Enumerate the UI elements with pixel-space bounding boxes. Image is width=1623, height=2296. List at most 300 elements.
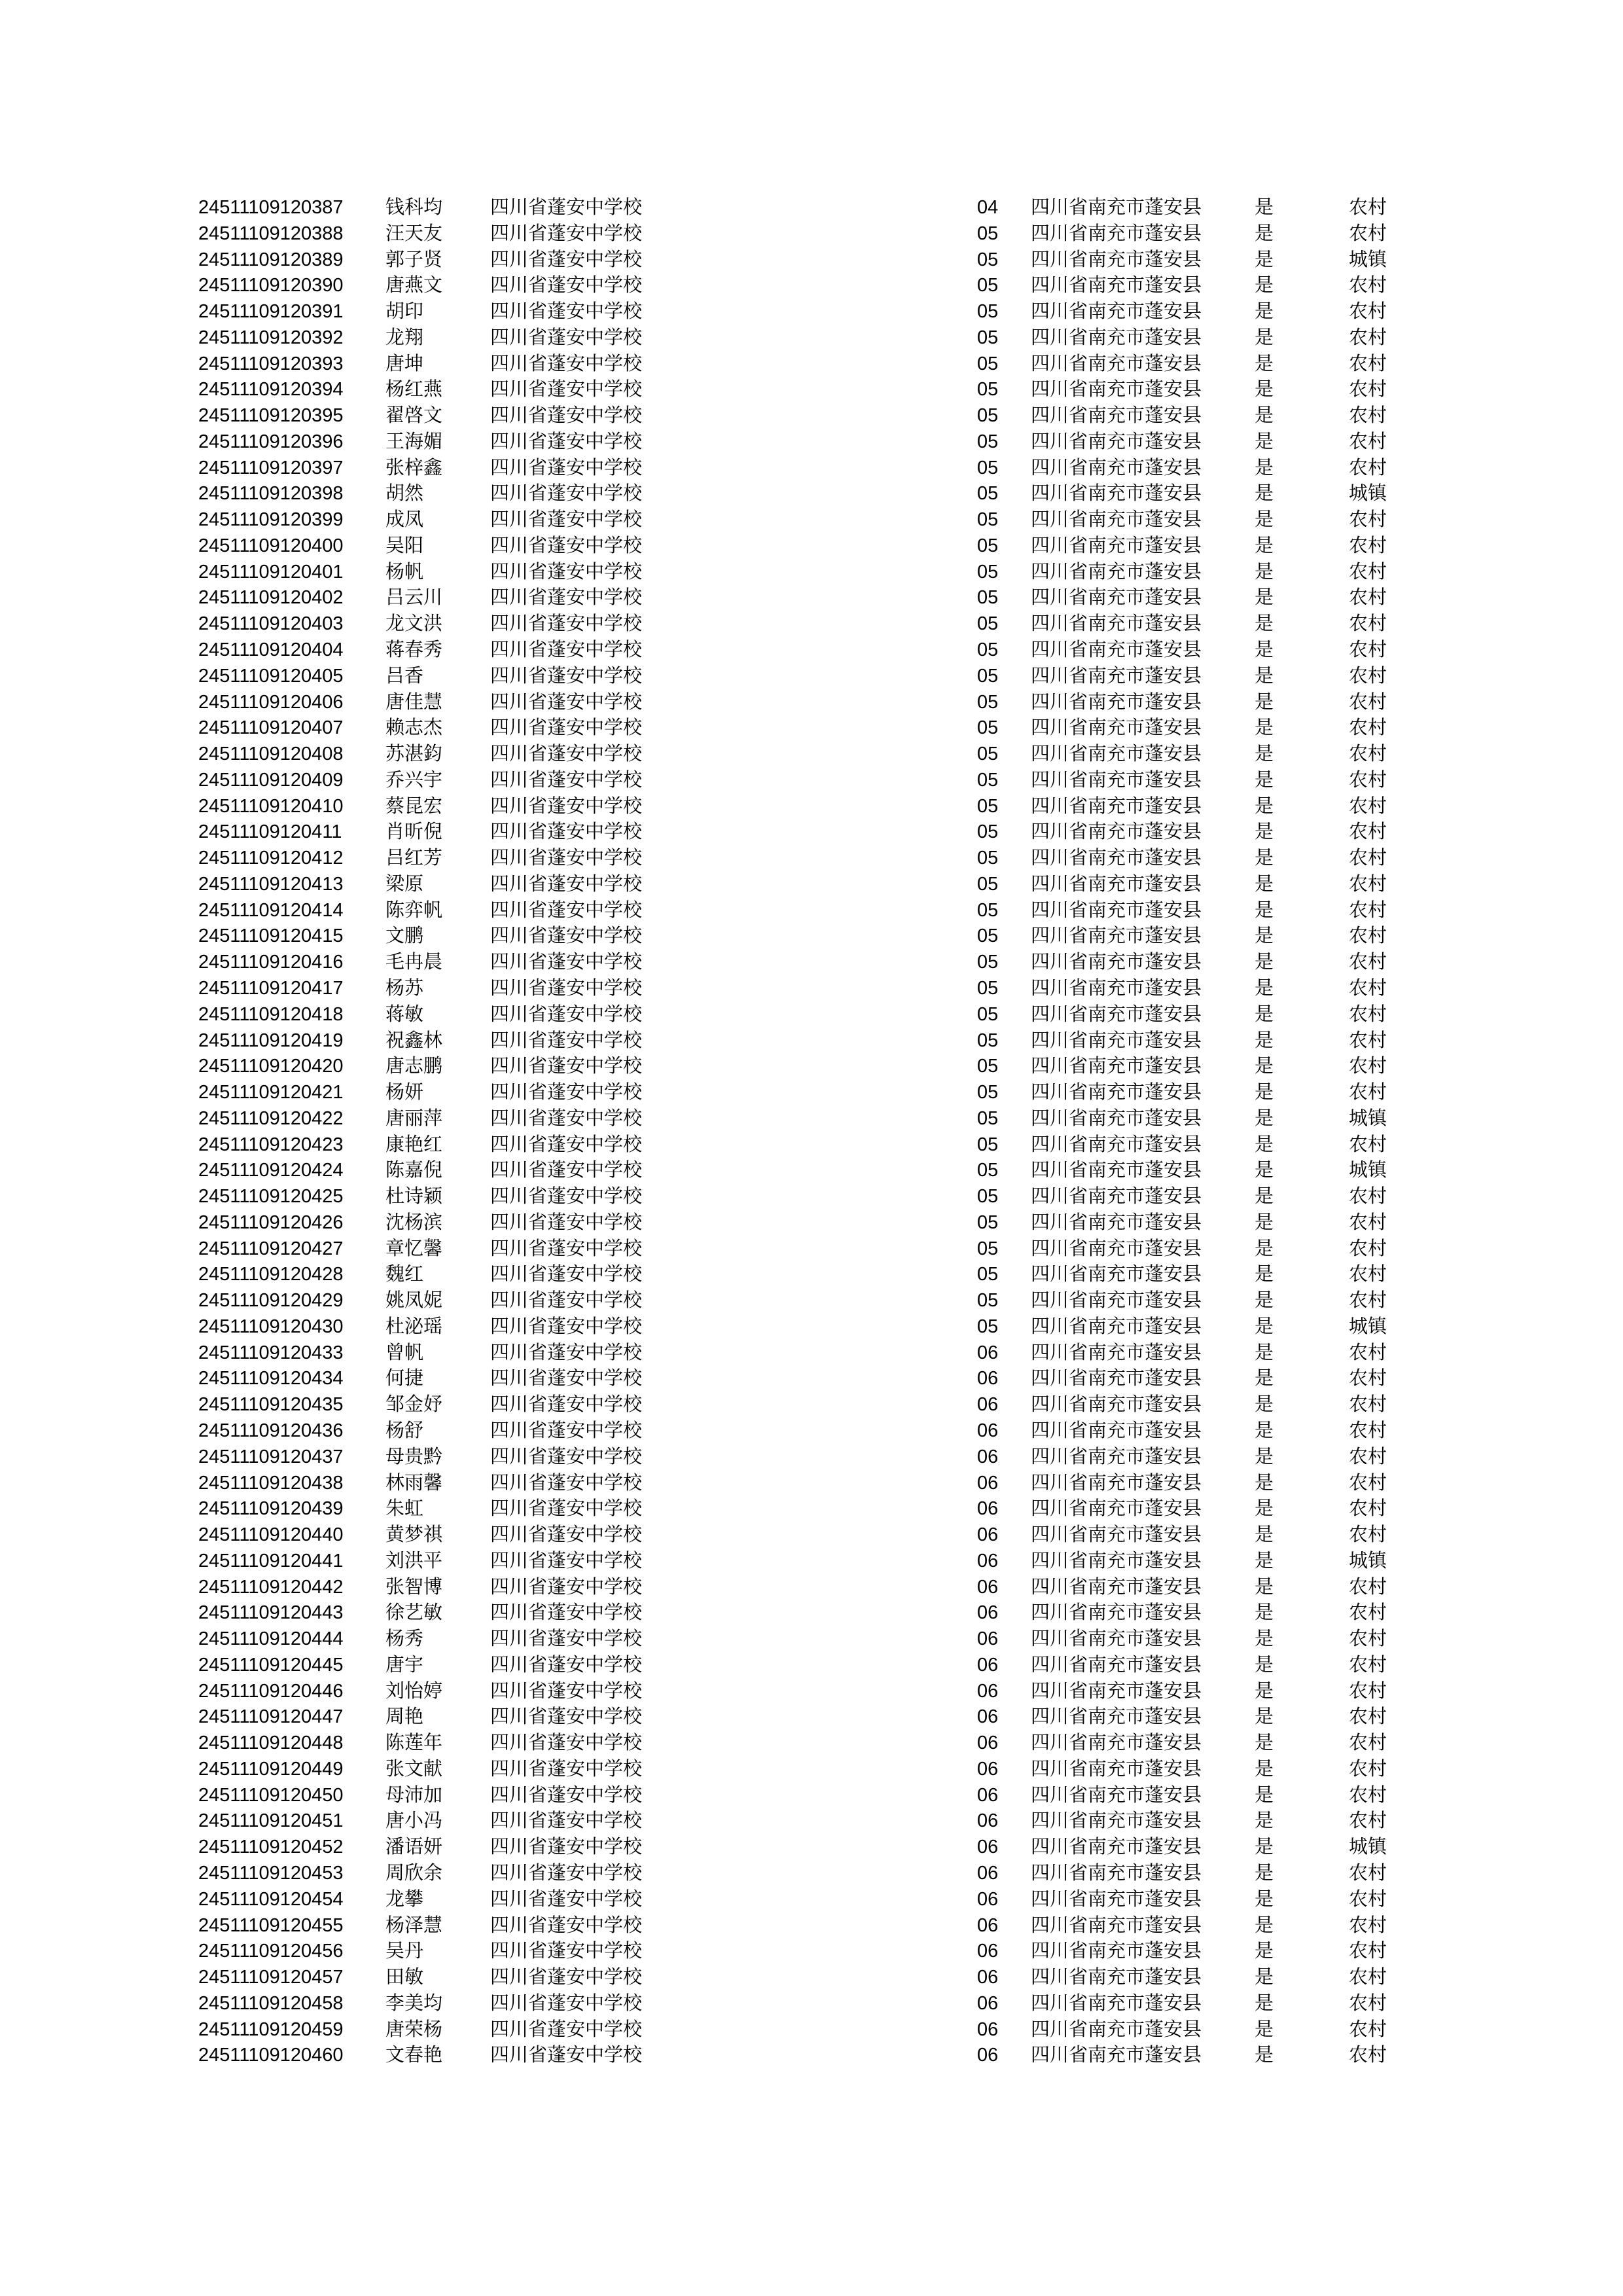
region-cell: 四川省南充市蓬安县 xyxy=(1031,1107,1202,1129)
exam-number-cell: 24511109120420 xyxy=(198,1056,344,1077)
flag-cell: 是 xyxy=(1255,327,1274,348)
exam-number-cell: 24511109120402 xyxy=(198,587,344,609)
student-name-cell: 杨舒 xyxy=(385,1420,424,1441)
class-cell: 05 xyxy=(977,1082,999,1103)
household-type-cell: 农村 xyxy=(1349,1888,1387,1910)
flag-cell: 是 xyxy=(1255,249,1274,270)
region-cell: 四川省南充市蓬安县 xyxy=(1031,769,1202,791)
region-cell: 四川省南充市蓬安县 xyxy=(1031,587,1202,609)
exam-number-cell: 24511109120457 xyxy=(198,1967,344,1988)
household-type-cell: 农村 xyxy=(1349,1368,1387,1390)
household-type-cell: 农村 xyxy=(1349,379,1387,401)
table-row xyxy=(198,924,1442,950)
class-cell: 05 xyxy=(977,1160,999,1181)
table-row xyxy=(198,429,1442,456)
student-name-cell: 李美均 xyxy=(385,1992,443,2014)
student-name-cell: 陈弈帆 xyxy=(385,899,443,921)
region-cell: 四川省南充市蓬安县 xyxy=(1031,197,1202,218)
class-cell: 06 xyxy=(977,1602,999,1624)
region-cell: 四川省南充市蓬安县 xyxy=(1031,379,1202,401)
table-row xyxy=(198,560,1442,586)
student-name-cell: 杨苏 xyxy=(385,977,424,999)
flag-cell: 是 xyxy=(1255,1107,1274,1129)
region-cell: 四川省南充市蓬安县 xyxy=(1031,1342,1202,1363)
table-row xyxy=(198,1314,1442,1340)
exam-number-cell: 24511109120446 xyxy=(198,1680,344,1702)
class-cell: 04 xyxy=(977,197,999,218)
exam-number-cell: 24511109120409 xyxy=(198,769,344,791)
table-row xyxy=(198,690,1442,716)
school-cell: 四川省蓬安中学校 xyxy=(490,249,643,270)
exam-number-cell: 24511109120416 xyxy=(198,952,344,973)
class-cell: 05 xyxy=(977,1056,999,1077)
table-row xyxy=(198,1679,1442,1705)
region-cell: 四川省南充市蓬安县 xyxy=(1031,1420,1202,1441)
table-row xyxy=(198,1965,1442,1991)
flag-cell: 是 xyxy=(1255,405,1274,427)
table-row xyxy=(198,1913,1442,1939)
table-row xyxy=(198,1757,1442,1783)
exam-number-cell: 24511109120448 xyxy=(198,1732,344,1754)
school-cell: 四川省蓬安中学校 xyxy=(490,1837,643,1858)
student-name-cell: 乔兴宇 xyxy=(385,769,443,791)
exam-number-cell: 24511109120442 xyxy=(198,1576,344,1598)
table-row xyxy=(198,351,1442,378)
table-row xyxy=(198,1731,1442,1757)
school-cell: 四川省蓬安中学校 xyxy=(490,665,643,687)
exam-number-cell: 24511109120391 xyxy=(198,301,344,323)
household-type-cell: 农村 xyxy=(1349,1758,1387,1780)
table-row xyxy=(198,1366,1442,1392)
household-type-cell: 农村 xyxy=(1349,1030,1387,1051)
region-cell: 四川省南充市蓬安县 xyxy=(1031,1784,1202,1806)
student-name-cell: 肖昕倪 xyxy=(385,821,443,843)
region-cell: 四川省南充市蓬安县 xyxy=(1031,1810,1202,1832)
flag-cell: 是 xyxy=(1255,1394,1274,1416)
class-cell: 06 xyxy=(977,2045,999,2066)
student-table xyxy=(198,195,1442,2069)
flag-cell: 是 xyxy=(1255,1941,1274,1962)
class-cell: 06 xyxy=(977,1342,999,1363)
school-cell: 四川省蓬安中学校 xyxy=(490,1003,643,1025)
region-cell: 四川省南充市蓬安县 xyxy=(1031,1290,1202,1312)
table-row xyxy=(198,846,1442,872)
student-name-cell: 唐坤 xyxy=(385,353,424,374)
household-type-cell: 农村 xyxy=(1349,327,1387,348)
student-name-cell: 康艳红 xyxy=(385,1134,443,1155)
school-cell: 四川省蓬安中学校 xyxy=(490,899,643,921)
class-cell: 05 xyxy=(977,821,999,843)
table-row xyxy=(198,1783,1442,1809)
student-name-cell: 沈杨滨 xyxy=(385,1211,443,1233)
region-cell: 四川省南充市蓬安县 xyxy=(1031,249,1202,270)
exam-number-cell: 24511109120397 xyxy=(198,457,344,478)
exam-number-cell: 24511109120388 xyxy=(198,223,344,244)
class-cell: 05 xyxy=(977,1003,999,1025)
student-name-cell: 田敏 xyxy=(385,1967,424,1988)
flag-cell: 是 xyxy=(1255,509,1274,531)
table-row xyxy=(198,1861,1442,1887)
school-cell: 四川省蓬安中学校 xyxy=(490,1524,643,1546)
table-row xyxy=(198,533,1442,560)
region-cell: 四川省南充市蓬安县 xyxy=(1031,405,1202,427)
table-row xyxy=(198,1939,1442,1965)
table-row xyxy=(198,1704,1442,1731)
household-type-cell: 农村 xyxy=(1349,952,1387,973)
region-cell: 四川省南充市蓬安县 xyxy=(1031,1732,1202,1754)
table-row xyxy=(198,2043,1442,2069)
exam-number-cell: 24511109120406 xyxy=(198,691,344,713)
flag-cell: 是 xyxy=(1255,1914,1274,1936)
household-type-cell: 农村 xyxy=(1349,1680,1387,1702)
student-name-cell: 胡印 xyxy=(385,301,424,323)
exam-number-cell: 24511109120433 xyxy=(198,1342,344,1363)
flag-cell: 是 xyxy=(1255,1342,1274,1363)
school-cell: 四川省蓬安中学校 xyxy=(490,1654,643,1676)
exam-number-cell: 24511109120398 xyxy=(198,483,344,505)
flag-cell: 是 xyxy=(1255,2018,1274,2040)
exam-number-cell: 24511109120415 xyxy=(198,925,344,947)
table-row xyxy=(198,1340,1442,1367)
school-cell: 四川省蓬安中学校 xyxy=(490,1888,643,1910)
region-cell: 四川省南充市蓬安县 xyxy=(1031,353,1202,374)
household-type-cell: 农村 xyxy=(1349,1967,1387,1988)
student-name-cell: 吴阳 xyxy=(385,535,424,556)
student-name-cell: 林雨馨 xyxy=(385,1472,443,1494)
exam-number-cell: 24511109120451 xyxy=(198,1810,344,1832)
student-name-cell: 母贵黔 xyxy=(385,1446,443,1467)
region-cell: 四川省南充市蓬安县 xyxy=(1031,1680,1202,1702)
student-name-cell: 文鹏 xyxy=(385,925,424,947)
flag-cell: 是 xyxy=(1255,1550,1274,1571)
exam-number-cell: 24511109120392 xyxy=(198,327,344,348)
region-cell: 四川省南充市蓬安县 xyxy=(1031,1602,1202,1624)
exam-number-cell: 24511109120418 xyxy=(198,1003,344,1025)
table-row xyxy=(198,1392,1442,1418)
school-cell: 四川省蓬安中学校 xyxy=(490,535,643,556)
flag-cell: 是 xyxy=(1255,1992,1274,2014)
exam-number-cell: 24511109120428 xyxy=(198,1264,344,1285)
exam-number-cell: 24511109120400 xyxy=(198,535,344,556)
region-cell: 四川省南充市蓬安县 xyxy=(1031,1186,1202,1208)
table-row xyxy=(198,1496,1442,1522)
region-cell: 四川省南充市蓬安县 xyxy=(1031,952,1202,973)
household-type-cell: 农村 xyxy=(1349,1264,1387,1285)
school-cell: 四川省蓬安中学校 xyxy=(490,1420,643,1441)
flag-cell: 是 xyxy=(1255,275,1274,296)
school-cell: 四川省蓬安中学校 xyxy=(490,2045,643,2066)
student-name-cell: 唐宇 xyxy=(385,1654,424,1676)
region-cell: 四川省南充市蓬安县 xyxy=(1031,1368,1202,1390)
exam-number-cell: 24511109120450 xyxy=(198,1784,344,1806)
table-row xyxy=(198,2017,1442,2043)
region-cell: 四川省南充市蓬安县 xyxy=(1031,795,1202,817)
region-cell: 四川省南充市蓬安县 xyxy=(1031,613,1202,635)
student-name-cell: 何捷 xyxy=(385,1368,424,1390)
exam-number-cell: 24511109120449 xyxy=(198,1758,344,1780)
household-type-cell: 农村 xyxy=(1349,2045,1387,2066)
class-cell: 06 xyxy=(977,1368,999,1390)
flag-cell: 是 xyxy=(1255,1238,1274,1259)
flag-cell: 是 xyxy=(1255,535,1274,556)
school-cell: 四川省蓬安中学校 xyxy=(490,1394,643,1416)
table-row xyxy=(198,794,1442,820)
household-type-cell: 城镇 xyxy=(1349,483,1387,505)
class-cell: 05 xyxy=(977,353,999,374)
school-cell: 四川省蓬安中学校 xyxy=(490,197,643,218)
table-row xyxy=(198,1184,1442,1210)
school-cell: 四川省蓬安中学校 xyxy=(490,1446,643,1467)
region-cell: 四川省南充市蓬安县 xyxy=(1031,1238,1202,1259)
school-cell: 四川省蓬安中学校 xyxy=(490,1264,643,1285)
flag-cell: 是 xyxy=(1255,1316,1274,1337)
household-type-cell: 城镇 xyxy=(1349,1160,1387,1181)
student-name-cell: 张智博 xyxy=(385,1576,443,1598)
table-row xyxy=(198,247,1442,274)
class-cell: 06 xyxy=(977,1550,999,1571)
school-cell: 四川省蓬安中学校 xyxy=(490,1992,643,2014)
class-cell: 06 xyxy=(977,1472,999,1494)
student-name-cell: 曾帆 xyxy=(385,1342,424,1363)
school-cell: 四川省蓬安中学校 xyxy=(490,1211,643,1233)
exam-number-cell: 24511109120394 xyxy=(198,379,344,401)
table-row xyxy=(198,1028,1442,1054)
class-cell: 05 xyxy=(977,561,999,583)
region-cell: 四川省南充市蓬安县 xyxy=(1031,1654,1202,1676)
household-type-cell: 农村 xyxy=(1349,561,1387,583)
exam-number-cell: 24511109120412 xyxy=(198,848,344,869)
class-cell: 05 xyxy=(977,431,999,452)
class-cell: 05 xyxy=(977,1211,999,1233)
school-cell: 四川省蓬安中学校 xyxy=(490,691,643,713)
table-row xyxy=(198,403,1442,429)
table-row xyxy=(198,1991,1442,2017)
table-row xyxy=(198,1653,1442,1679)
exam-number-cell: 24511109120434 xyxy=(198,1368,344,1390)
flag-cell: 是 xyxy=(1255,197,1274,218)
school-cell: 四川省蓬安中学校 xyxy=(490,509,643,531)
school-cell: 四川省蓬安中学校 xyxy=(490,1056,643,1077)
household-type-cell: 农村 xyxy=(1349,1238,1387,1259)
household-type-cell: 农村 xyxy=(1349,509,1387,531)
table-row xyxy=(198,481,1442,507)
household-type-cell: 农村 xyxy=(1349,1524,1387,1546)
student-name-cell: 陈莲年 xyxy=(385,1732,443,1754)
household-type-cell: 农村 xyxy=(1349,639,1387,661)
household-type-cell: 农村 xyxy=(1349,301,1387,323)
flag-cell: 是 xyxy=(1255,1446,1274,1467)
flag-cell: 是 xyxy=(1255,925,1274,947)
exam-number-cell: 24511109120427 xyxy=(198,1238,344,1259)
school-cell: 四川省蓬安中学校 xyxy=(490,717,643,739)
school-cell: 四川省蓬安中学校 xyxy=(490,1628,643,1650)
exam-number-cell: 24511109120403 xyxy=(198,613,344,635)
school-cell: 四川省蓬安中学校 xyxy=(490,405,643,427)
exam-number-cell: 24511109120407 xyxy=(198,717,344,739)
school-cell: 四川省蓬安中学校 xyxy=(490,1368,643,1390)
student-name-cell: 刘怡婷 xyxy=(385,1680,443,1702)
class-cell: 06 xyxy=(977,1628,999,1650)
student-name-cell: 吕云川 xyxy=(385,587,443,609)
flag-cell: 是 xyxy=(1255,1003,1274,1025)
student-name-cell: 苏湛鈞 xyxy=(385,744,443,765)
household-type-cell: 农村 xyxy=(1349,1082,1387,1103)
school-cell: 四川省蓬安中学校 xyxy=(490,1107,643,1129)
household-type-cell: 城镇 xyxy=(1349,1550,1387,1571)
region-cell: 四川省南充市蓬安县 xyxy=(1031,1316,1202,1337)
household-type-cell: 农村 xyxy=(1349,1420,1387,1441)
school-cell: 四川省蓬安中学校 xyxy=(490,1732,643,1754)
flag-cell: 是 xyxy=(1255,1863,1274,1884)
class-cell: 06 xyxy=(977,2018,999,2040)
exam-number-cell: 24511109120390 xyxy=(198,275,344,296)
student-name-cell: 章忆馨 xyxy=(385,1238,443,1259)
region-cell: 四川省南充市蓬安县 xyxy=(1031,561,1202,583)
class-cell: 06 xyxy=(977,1420,999,1441)
school-cell: 四川省蓬安中学校 xyxy=(490,1472,643,1494)
school-cell: 四川省蓬安中学校 xyxy=(490,1316,643,1337)
flag-cell: 是 xyxy=(1255,1368,1274,1390)
flag-cell: 是 xyxy=(1255,1810,1274,1832)
region-cell: 四川省南充市蓬安县 xyxy=(1031,899,1202,921)
class-cell: 06 xyxy=(977,1680,999,1702)
table-row xyxy=(198,872,1442,898)
class-cell: 06 xyxy=(977,1888,999,1910)
region-cell: 四川省南充市蓬安县 xyxy=(1031,2018,1202,2040)
class-cell: 05 xyxy=(977,848,999,869)
school-cell: 四川省蓬安中学校 xyxy=(490,457,643,478)
region-cell: 四川省南充市蓬安县 xyxy=(1031,1211,1202,1233)
class-cell: 05 xyxy=(977,639,999,661)
household-type-cell: 农村 xyxy=(1349,795,1387,817)
class-cell: 05 xyxy=(977,1264,999,1285)
household-type-cell: 农村 xyxy=(1349,1290,1387,1312)
school-cell: 四川省蓬安中学校 xyxy=(490,1550,643,1571)
household-type-cell: 农村 xyxy=(1349,1863,1387,1884)
school-cell: 四川省蓬安中学校 xyxy=(490,587,643,609)
region-cell: 四川省南充市蓬安县 xyxy=(1031,1863,1202,1884)
region-cell: 四川省南充市蓬安县 xyxy=(1031,301,1202,323)
region-cell: 四川省南充市蓬安县 xyxy=(1031,483,1202,505)
table-row xyxy=(198,221,1442,247)
table-row xyxy=(198,1106,1442,1132)
table-row xyxy=(198,1444,1442,1471)
student-name-cell: 朱虹 xyxy=(385,1498,424,1520)
class-cell: 05 xyxy=(977,1186,999,1208)
school-cell: 四川省蓬安中学校 xyxy=(490,1290,643,1312)
table-row xyxy=(198,1522,1442,1549)
flag-cell: 是 xyxy=(1255,744,1274,765)
region-cell: 四川省南充市蓬安县 xyxy=(1031,848,1202,869)
class-cell: 05 xyxy=(977,873,999,895)
region-cell: 四川省南充市蓬安县 xyxy=(1031,1914,1202,1936)
flag-cell: 是 xyxy=(1255,1160,1274,1181)
table-row xyxy=(198,1808,1442,1835)
region-cell: 四川省南充市蓬安县 xyxy=(1031,1160,1202,1181)
region-cell: 四川省南充市蓬安县 xyxy=(1031,821,1202,843)
student-name-cell: 蔡昆宏 xyxy=(385,795,443,817)
table-row xyxy=(198,715,1442,742)
flag-cell: 是 xyxy=(1255,1837,1274,1858)
household-type-cell: 农村 xyxy=(1349,1134,1387,1155)
class-cell: 06 xyxy=(977,1576,999,1598)
flag-cell: 是 xyxy=(1255,223,1274,244)
flag-cell: 是 xyxy=(1255,1602,1274,1624)
class-cell: 06 xyxy=(977,1758,999,1780)
school-cell: 四川省蓬安中学校 xyxy=(490,1030,643,1051)
exam-number-cell: 24511109120404 xyxy=(198,639,344,661)
household-type-cell: 农村 xyxy=(1349,405,1387,427)
flag-cell: 是 xyxy=(1255,1498,1274,1520)
class-cell: 05 xyxy=(977,925,999,947)
class-cell: 06 xyxy=(977,1992,999,2014)
household-type-cell: 农村 xyxy=(1349,587,1387,609)
class-cell: 05 xyxy=(977,977,999,999)
student-name-cell: 母沛加 xyxy=(385,1784,443,1806)
student-name-cell: 黄梦祺 xyxy=(385,1524,443,1546)
household-type-cell: 农村 xyxy=(1349,769,1387,791)
flag-cell: 是 xyxy=(1255,2045,1274,2066)
table-row xyxy=(198,1158,1442,1184)
household-type-cell: 农村 xyxy=(1349,353,1387,374)
exam-number-cell: 24511109120423 xyxy=(198,1134,344,1155)
flag-cell: 是 xyxy=(1255,353,1274,374)
school-cell: 四川省蓬安中学校 xyxy=(490,1863,643,1884)
region-cell: 四川省南充市蓬安县 xyxy=(1031,1446,1202,1467)
school-cell: 四川省蓬安中学校 xyxy=(490,977,643,999)
exam-number-cell: 24511109120452 xyxy=(198,1837,344,1858)
flag-cell: 是 xyxy=(1255,1576,1274,1598)
table-row xyxy=(198,1262,1442,1288)
student-name-cell: 梁原 xyxy=(385,873,424,895)
school-cell: 四川省蓬安中学校 xyxy=(490,769,643,791)
student-name-cell: 杨妍 xyxy=(385,1082,424,1103)
student-name-cell: 郭子贤 xyxy=(385,249,443,270)
exam-number-cell: 24511109120422 xyxy=(198,1107,344,1129)
student-name-cell: 钱科均 xyxy=(385,197,443,218)
table-row xyxy=(198,1418,1442,1444)
flag-cell: 是 xyxy=(1255,431,1274,452)
student-name-cell: 杜诗颖 xyxy=(385,1186,443,1208)
school-cell: 四川省蓬安中学校 xyxy=(490,848,643,869)
exam-number-cell: 24511109120440 xyxy=(198,1524,344,1546)
region-cell: 四川省南充市蓬安县 xyxy=(1031,639,1202,661)
class-cell: 05 xyxy=(977,795,999,817)
class-cell: 05 xyxy=(977,665,999,687)
household-type-cell: 农村 xyxy=(1349,1706,1387,1728)
flag-cell: 是 xyxy=(1255,1680,1274,1702)
household-type-cell: 农村 xyxy=(1349,1498,1387,1520)
region-cell: 四川省南充市蓬安县 xyxy=(1031,717,1202,739)
flag-cell: 是 xyxy=(1255,665,1274,687)
class-cell: 05 xyxy=(977,275,999,296)
exam-number-cell: 24511109120458 xyxy=(198,1992,344,2014)
region-cell: 四川省南充市蓬安县 xyxy=(1031,1134,1202,1155)
school-cell: 四川省蓬安中学校 xyxy=(490,379,643,401)
table-row xyxy=(198,325,1442,351)
exam-number-cell: 24511109120439 xyxy=(198,1498,344,1520)
household-type-cell: 农村 xyxy=(1349,848,1387,869)
school-cell: 四川省蓬安中学校 xyxy=(490,925,643,947)
student-name-cell: 魏红 xyxy=(385,1264,424,1285)
region-cell: 四川省南充市蓬安县 xyxy=(1031,1082,1202,1103)
school-cell: 四川省蓬安中学校 xyxy=(490,1238,643,1259)
household-type-cell: 农村 xyxy=(1349,1654,1387,1676)
household-type-cell: 农村 xyxy=(1349,691,1387,713)
exam-number-cell: 24511109120399 xyxy=(198,509,344,531)
household-type-cell: 城镇 xyxy=(1349,249,1387,270)
exam-number-cell: 24511109120441 xyxy=(198,1550,344,1571)
